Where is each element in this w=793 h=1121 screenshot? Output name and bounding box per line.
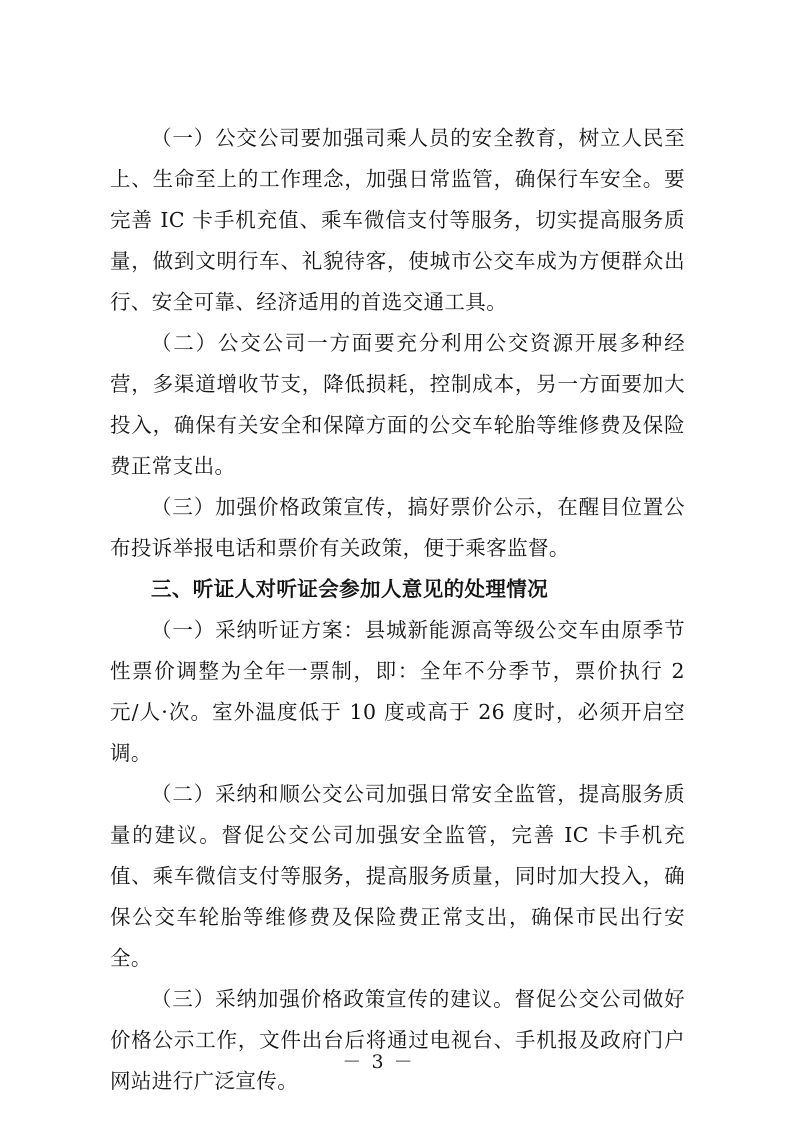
paragraph-6: （三）采纳加强价格政策宣传的建议。督促公交公司做好价格公示工作，文件出台后将通过电视台、手机报及政府门户网站进行广泛宣传。 (110, 987, 685, 1093)
paragraph-5: （二）采纳和顺公交公司加强日常安全监管，提高服务质量的建议。督促公交公司加强安全监管，完善 IC 卡手机充值、乘车微信支付等服务，提高服务质量，同时加大投入，确保公交车轮胎等维修费及保险费正常支出，确保市民出行安全。 (110, 782, 685, 970)
paragraph-2: （二）公交公司一方面要充分利用公交资源开展多种经营，多渠道增收节支，降低损耗，控制成本，另一方面要加大投入，确保有关安全和保障方面的公交车轮胎等维修费及保险费正常支出。 (110, 331, 685, 478)
paragraph-3: （三）加强价格政策宣传，搞好票价公示，在醒目位置公布投诉举报电话和票价有关政策，便于乘客监督。 (110, 495, 685, 560)
paragraph-4: （一）采纳听证方案：县城新能源高等级公交车由原季节性票价调整为全年一票制，即：全年不分季节，票价执行 2 元/人·次。室外温度低于 10 度或高于 26 度时，必须开启空调。 (110, 618, 685, 765)
paragraph-1: （一）公交公司要加强司乘人员的安全教育，树立人民至上、生命至上的工作理念，加强日常监管，确保行车安全。要完善 IC 卡手机充值、乘车微信支付等服务，切实提高服务质量，做到文明行车、礼貌待客，使城市公交车成为方便群众出行、安全可靠、经济适用的首选交通工具。 (110, 126, 685, 314)
document-body (110, 118, 685, 1102)
page-number: － 3 － (342, 1051, 415, 1073)
section-heading-three: 三、听证人对听证会参加人意见的处理情况 (151, 577, 549, 601)
